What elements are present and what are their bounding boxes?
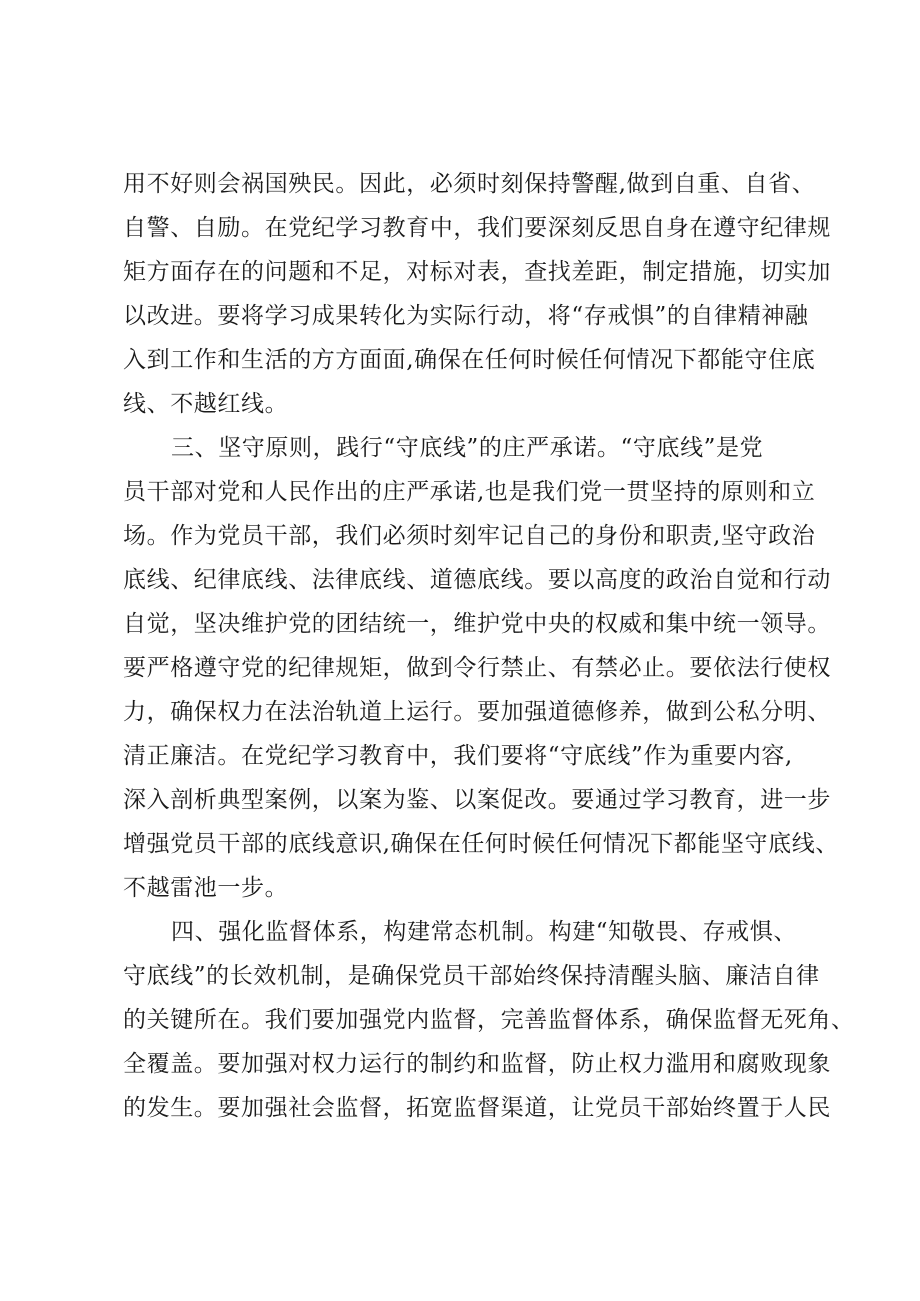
text-line: 场。作为党员干部，我们必须时刻牢记自己的身份和职责,坚守政治 <box>123 523 816 549</box>
text-line: 清正廉洁。在党纪学习教育中，我们要将“守底线”作为重要内容, <box>123 743 793 769</box>
text-line: 的关键所在。我们要加强党内监督，完善监督体系，确保监督无死角、 <box>123 1007 855 1033</box>
text-line: 不越雷池一步。 <box>123 875 289 901</box>
text-line: 自警、自励。在党纪学习教育中，我们要深刻反思自身在遵守纪律规 <box>123 215 831 241</box>
text-line: 三、坚守原则，践行“守底线”的庄严承诺。“守底线”是党 <box>171 435 764 461</box>
text-line: 四、强化监督体系，构建常态机制。构建“知敬畏、存戒惧、 <box>171 919 797 945</box>
text-line: 底线、纪律底线、法律底线、道德底线。要以高度的政治自觉和行动 <box>123 567 831 593</box>
text-line: 要严格遵守党的纪律规矩，做到令行禁止、有禁必止。要依法行使权 <box>123 655 831 681</box>
text-line: 守底线”的长效机制，是确保党员干部始终保持清醒头脑、廉洁自律 <box>123 963 820 989</box>
text-line: 线、不越红线。 <box>123 391 289 417</box>
text-line: 入到工作和生活的方方面面,确保在任何时候任何情况下都能守住底 <box>123 347 816 373</box>
text-line: 以改进。要将学习成果转化为实际行动，将“存戒惧”的自律精神融 <box>123 303 809 329</box>
text-line: 员干部对党和人民作出的庄严承诺,也是我们党一贯坚持的原则和立 <box>123 479 816 505</box>
text-line: 深入剖析典型案例，以案为鉴、以案促改。要通过学习教育，进一步 <box>123 787 831 813</box>
text-line: 的发生。要加强社会监督，拓宽监督渠道，让党员干部始终置于人民 <box>123 1095 831 1121</box>
text-line: 增强党员干部的底线意识,确保在任何时候任何情况下都能坚守底线、 <box>123 831 839 857</box>
text-line: 矩方面存在的问题和不足，对标对表，查找差距，制定措施，切实加 <box>123 259 831 285</box>
text-line: 用不好则会祸国殃民。因此，必须时刻保持警醒,做到自重、自省、 <box>123 171 816 197</box>
text-line: 全覆盖。要加强对权力运行的制约和监督，防止权力滥用和腐败现象 <box>123 1051 831 1077</box>
text-line: 力，确保权力在法治轨道上运行。要加强道德修养，做到公私分明、 <box>123 699 831 725</box>
text-line: 自觉，坚决维护党的团结统一，维护党中央的权威和集中统一领导。 <box>123 611 831 637</box>
